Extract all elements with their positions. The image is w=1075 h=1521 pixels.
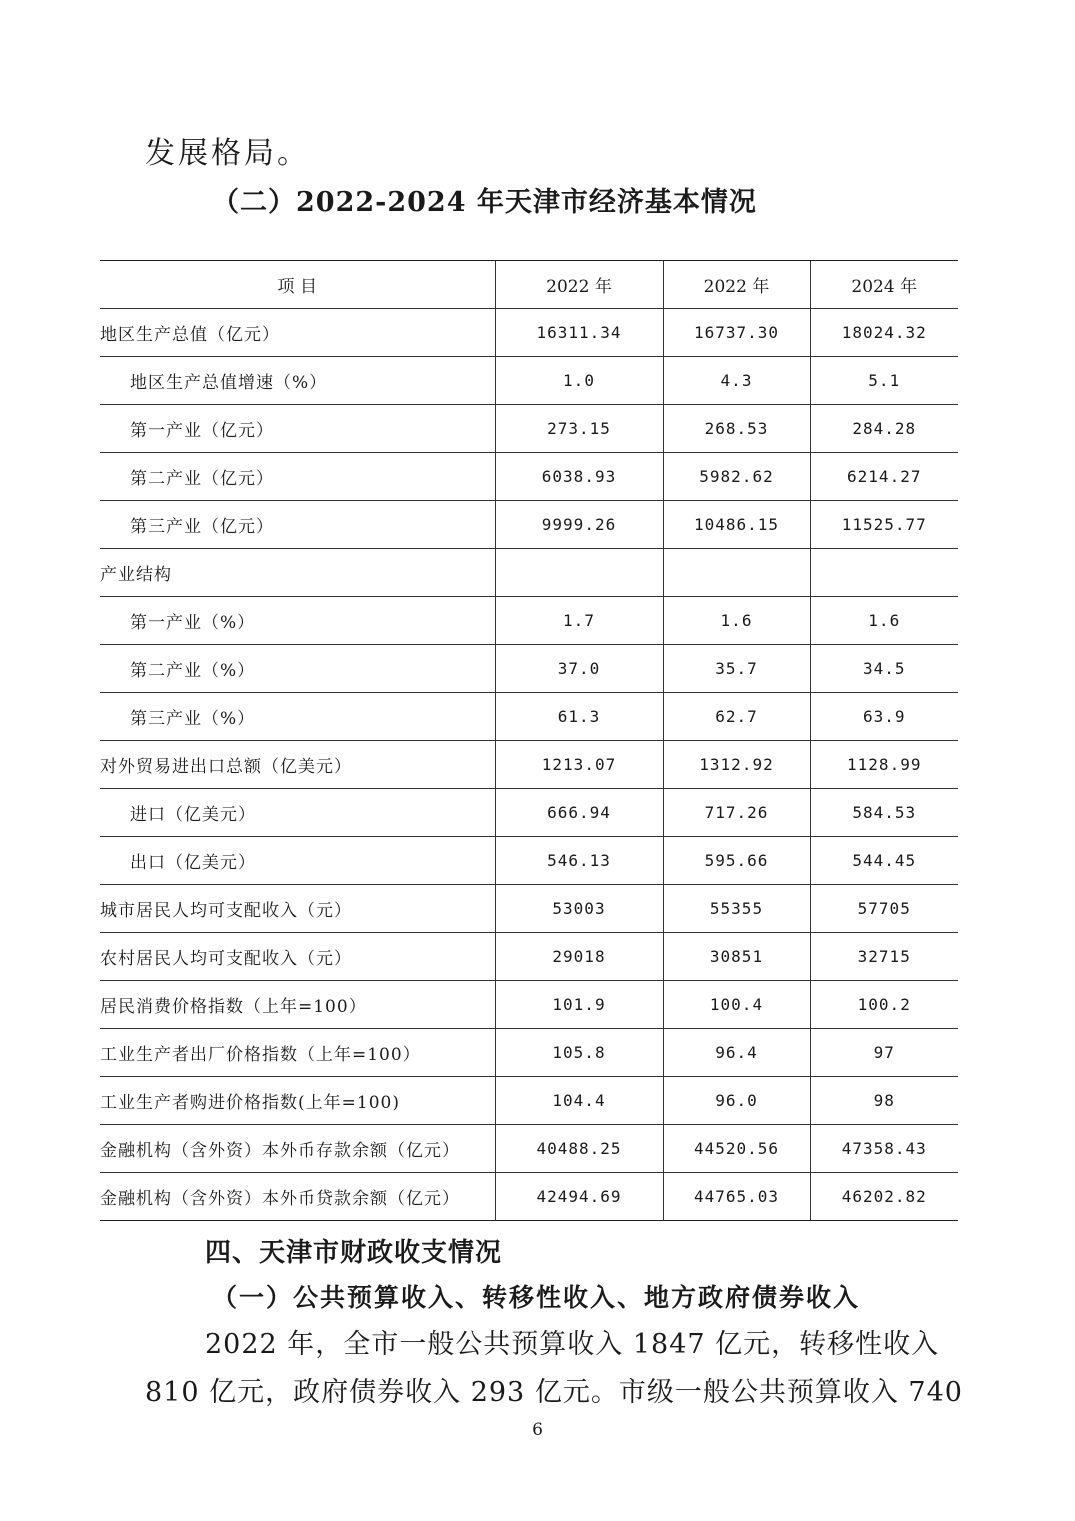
row-value-1: 666.94 — [495, 789, 663, 837]
row-label: 农村居民人均可支配收入（元） — [100, 933, 495, 981]
header-item: 项 目 — [100, 261, 495, 309]
row-value-1: 6038.93 — [495, 453, 663, 501]
header-year-1: 2022 年 — [495, 261, 663, 309]
row-label: 城市居民人均可支配收入（元） — [100, 885, 495, 933]
row-label: 居民消费价格指数（上年=100） — [100, 981, 495, 1029]
row-value-3: 5.1 — [810, 357, 958, 405]
row-label: 进口（亿美元） — [100, 789, 495, 837]
row-value-3: 46202.82 — [810, 1173, 958, 1221]
table-row — [100, 501, 958, 549]
row-value-2: 1.6 — [663, 597, 810, 645]
row-label: 第三产业（亿元） — [100, 501, 495, 549]
row-value-3: 97 — [810, 1029, 958, 1077]
row-value-1: 16311.34 — [495, 309, 663, 357]
table-header-row — [100, 261, 958, 309]
table-row — [100, 405, 958, 453]
row-value-1: 42494.69 — [495, 1173, 663, 1221]
row-value-2: 44520.56 — [663, 1125, 810, 1173]
table-row — [100, 309, 958, 357]
row-value-2: 62.7 — [663, 693, 810, 741]
row-label: 第二产业（%） — [100, 645, 495, 693]
row-value-2: 717.26 — [663, 789, 810, 837]
table-row — [100, 453, 958, 501]
row-value-1: 40488.25 — [495, 1125, 663, 1173]
row-label: 产业结构 — [100, 549, 495, 597]
row-label: 第一产业（亿元） — [100, 405, 495, 453]
row-value-3 — [810, 549, 958, 597]
lead-text: 发展格局。 — [145, 136, 310, 171]
table-body — [100, 309, 958, 1221]
table-row — [100, 981, 958, 1029]
row-value-2: 595.66 — [663, 837, 810, 885]
table-row — [100, 645, 958, 693]
row-value-1: 1.0 — [495, 357, 663, 405]
row-value-2: 10486.15 — [663, 501, 810, 549]
row-value-2: 100.4 — [663, 981, 810, 1029]
table-row — [100, 549, 958, 597]
row-value-1: 53003 — [495, 885, 663, 933]
page-number: 6 — [532, 1420, 543, 1440]
row-label: 第一产业（%） — [100, 597, 495, 645]
row-value-3: 18024.32 — [810, 309, 958, 357]
header-year-2: 2022 年 — [663, 261, 810, 309]
section-title: （二）2022-2024 年天津市经济基本情况 — [212, 187, 757, 218]
row-value-1: 29018 — [495, 933, 663, 981]
row-label: 第二产业（亿元） — [100, 453, 495, 501]
row-value-2: 1312.92 — [663, 741, 810, 789]
row-value-2: 96.4 — [663, 1029, 810, 1077]
row-label: 第三产业（%） — [100, 693, 495, 741]
table-row — [100, 885, 958, 933]
table-row — [100, 1029, 958, 1077]
paragraph-line-2: 810 亿元，政府债券收入 293 亿元。市级一般公共预算收入 740 — [145, 1377, 963, 1408]
row-value-1: 105.8 — [495, 1029, 663, 1077]
row-value-2: 5982.62 — [663, 453, 810, 501]
row-value-1: 273.15 — [495, 405, 663, 453]
row-value-3: 6214.27 — [810, 453, 958, 501]
row-value-3: 63.9 — [810, 693, 958, 741]
row-value-2 — [663, 549, 810, 597]
row-label: 出口（亿美元） — [100, 837, 495, 885]
row-value-3: 11525.77 — [810, 501, 958, 549]
row-value-1: 37.0 — [495, 645, 663, 693]
table-row — [100, 357, 958, 405]
row-label: 金融机构（含外资）本外币存款余额（亿元） — [100, 1125, 495, 1173]
row-value-2: 35.7 — [663, 645, 810, 693]
row-value-1: 101.9 — [495, 981, 663, 1029]
paragraph-line-1: 2022 年，全市一般公共预算收入 1847 亿元，转移性收入 — [205, 1329, 940, 1360]
row-label: 工业生产者购进价格指数(上年=100) — [100, 1077, 495, 1125]
table-row — [100, 597, 958, 645]
table-row — [100, 1125, 958, 1173]
row-label: 地区生产总值（亿元） — [100, 309, 495, 357]
row-value-3: 1.6 — [810, 597, 958, 645]
row-value-1: 1.7 — [495, 597, 663, 645]
row-value-3: 34.5 — [810, 645, 958, 693]
row-value-2: 55355 — [663, 885, 810, 933]
row-label: 金融机构（含外资）本外币贷款余额（亿元） — [100, 1173, 495, 1221]
row-value-2: 96.0 — [663, 1077, 810, 1125]
heading-budget-income: （一）公共预算收入、转移性收入、地方政府债券收入 — [212, 1283, 861, 1312]
row-value-1: 104.4 — [495, 1077, 663, 1125]
row-value-3: 98 — [810, 1077, 958, 1125]
row-label: 对外贸易进出口总额（亿美元） — [100, 741, 495, 789]
table-row — [100, 1077, 958, 1125]
row-value-1: 61.3 — [495, 693, 663, 741]
row-value-1 — [495, 549, 663, 597]
row-label: 地区生产总值增速（%） — [100, 357, 495, 405]
row-value-1: 9999.26 — [495, 501, 663, 549]
row-value-3: 584.53 — [810, 789, 958, 837]
table-row — [100, 741, 958, 789]
row-value-2: 16737.30 — [663, 309, 810, 357]
table-row — [100, 1173, 958, 1221]
row-value-3: 1128.99 — [810, 741, 958, 789]
row-value-2: 44765.03 — [663, 1173, 810, 1221]
table-row — [100, 837, 958, 885]
heading-fiscal: 四、天津市财政收支情况 — [205, 1238, 503, 1268]
row-value-3: 100.2 — [810, 981, 958, 1029]
header-year-3: 2024 年 — [810, 261, 958, 309]
economy-table — [100, 260, 958, 1221]
table-row — [100, 933, 958, 981]
row-value-2: 268.53 — [663, 405, 810, 453]
row-value-1: 546.13 — [495, 837, 663, 885]
row-value-2: 30851 — [663, 933, 810, 981]
table-row — [100, 789, 958, 837]
row-value-3: 284.28 — [810, 405, 958, 453]
row-value-3: 32715 — [810, 933, 958, 981]
row-label: 工业生产者出厂价格指数（上年=100） — [100, 1029, 495, 1077]
row-value-3: 47358.43 — [810, 1125, 958, 1173]
row-value-3: 57705 — [810, 885, 958, 933]
row-value-2: 4.3 — [663, 357, 810, 405]
row-value-1: 1213.07 — [495, 741, 663, 789]
row-value-3: 544.45 — [810, 837, 958, 885]
table-row — [100, 693, 958, 741]
